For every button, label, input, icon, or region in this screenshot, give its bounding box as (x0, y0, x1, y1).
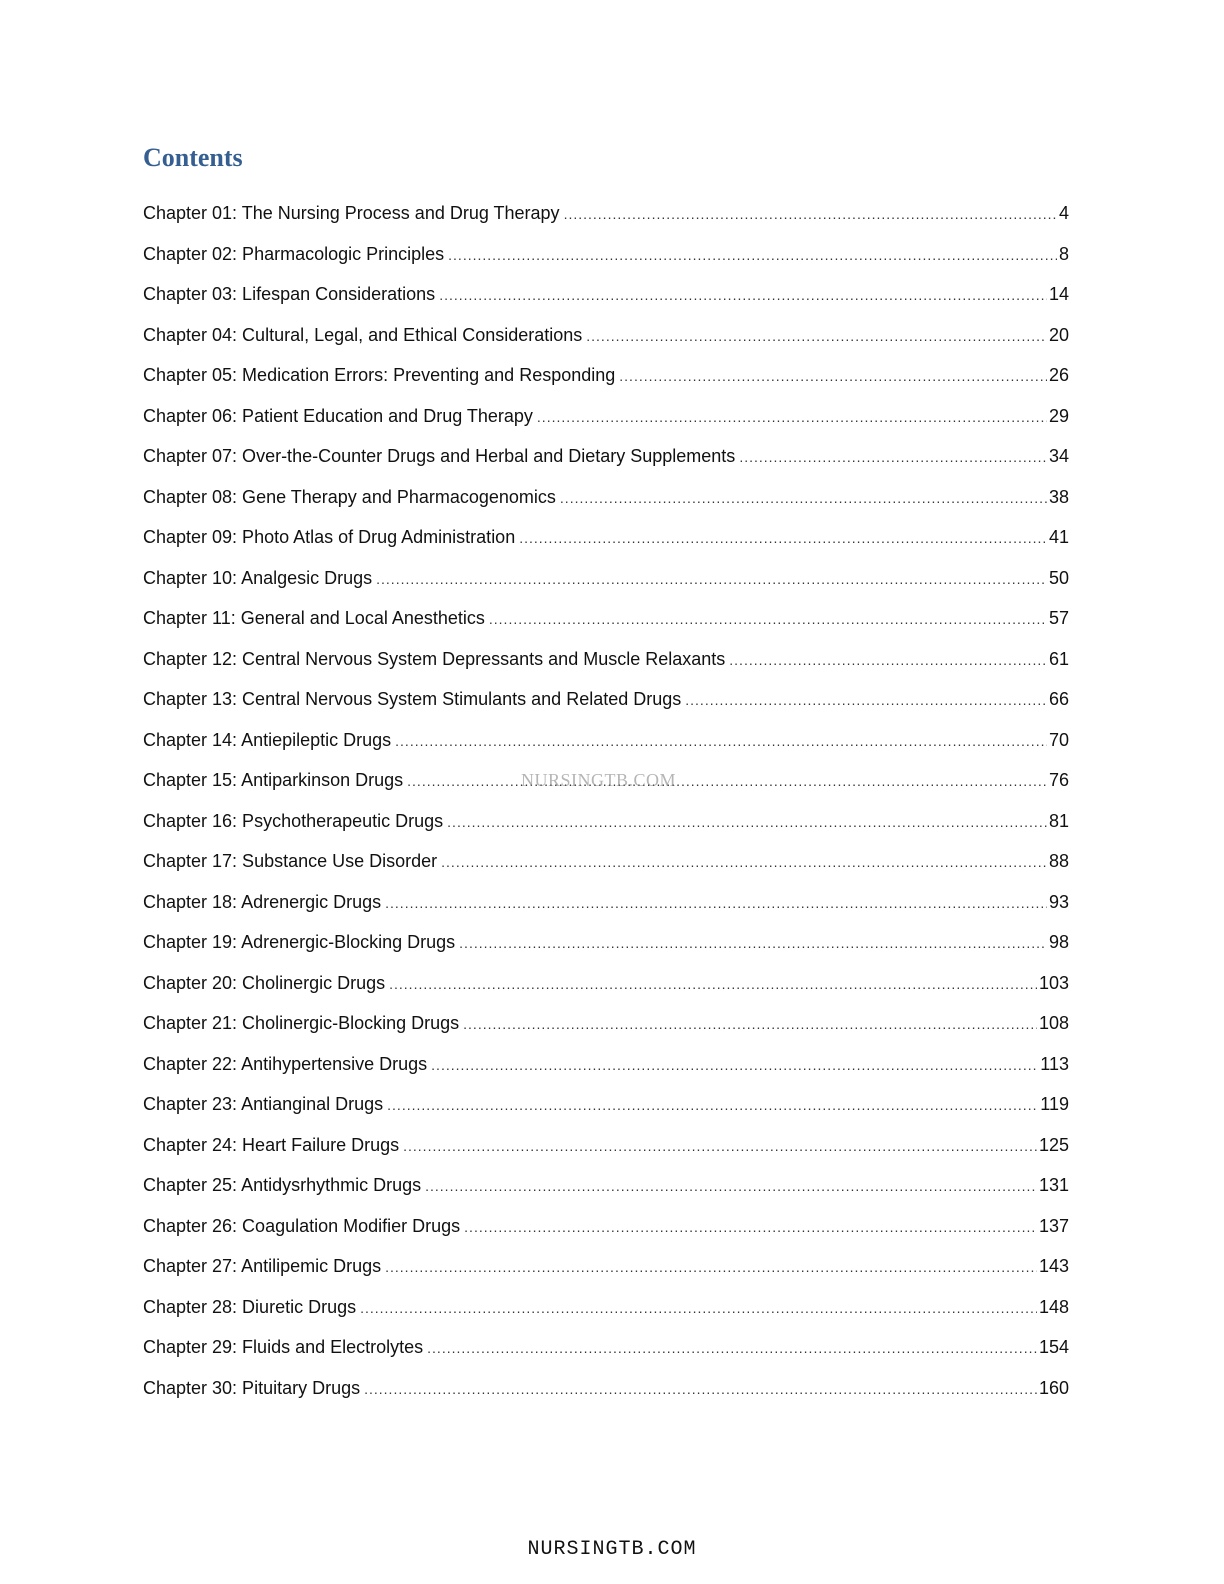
toc-entry-title[interactable]: Chapter 19: Adrenergic-Blocking Drugs (143, 932, 456, 952)
toc-entry-page-number[interactable]: 26 (1048, 365, 1069, 385)
toc-entry[interactable] (143, 682, 1069, 723)
toc-entry-page-number[interactable]: 160 (1038, 1377, 1069, 1398)
toc-entry[interactable] (143, 642, 1069, 683)
toc-entry-page-number[interactable]: 154 (1038, 1337, 1069, 1357)
toc-entry-page-number[interactable]: 88 (1048, 851, 1069, 871)
toc-dot-leader (364, 1372, 1037, 1406)
toc-entry-title[interactable]: Chapter 04: Cultural, Legal, and Ethical Considerations (143, 324, 583, 345)
toc-entry-title[interactable]: Chapter 08: Gene Therapy and Pharmacogenomics (143, 486, 556, 507)
toc-entry-title[interactable]: Chapter 25: Antidysrhythmic Drugs (143, 1175, 422, 1195)
toc-entry-title[interactable]: Chapter 10: Analgesic Drugs (143, 567, 373, 588)
toc-entry[interactable] (143, 723, 1069, 764)
toc-entry-title[interactable]: Chapter 02: Pharmacologic Principles (143, 243, 445, 264)
toc-entry-title[interactable]: Chapter 18: Adrenergic Drugs (143, 891, 382, 912)
toc-dot-leader (360, 1291, 1037, 1325)
toc-entry[interactable] (143, 237, 1069, 278)
toc-entry[interactable] (143, 1087, 1069, 1128)
toc-entry-title[interactable]: Chapter 26: Coagulation Modifier Drugs (143, 1215, 461, 1236)
toc-entry[interactable] (143, 399, 1069, 440)
toc-entry-page-number[interactable]: 57 (1048, 608, 1069, 628)
toc-dot-leader (425, 1169, 1037, 1203)
toc-dot-leader (431, 1048, 1038, 1082)
table-of-contents (143, 196, 1069, 1411)
toc-entry[interactable] (143, 196, 1069, 237)
toc-entry[interactable] (143, 561, 1069, 602)
toc-entry[interactable] (143, 1249, 1069, 1290)
toc-entry[interactable] (143, 1006, 1069, 1047)
toc-entry-page-number[interactable]: 34 (1048, 446, 1069, 466)
toc-entry[interactable] (143, 318, 1069, 359)
toc-entry-page-number[interactable]: 61 (1048, 648, 1069, 669)
toc-entry-page-number[interactable]: 119 (1040, 1094, 1069, 1114)
toc-entry[interactable] (143, 480, 1069, 521)
toc-dot-leader (463, 1007, 1037, 1041)
toc-entry[interactable] (143, 1128, 1069, 1169)
toc-entry[interactable] (143, 1209, 1069, 1250)
toc-dot-leader (385, 1250, 1037, 1284)
toc-entry-page-number[interactable]: 98 (1048, 932, 1069, 952)
toc-dot-leader (685, 683, 1047, 717)
toc-entry[interactable] (143, 804, 1069, 845)
toc-entry-title[interactable]: Chapter 17: Substance Use Disorder (143, 851, 438, 871)
toc-dot-leader (560, 481, 1047, 515)
toc-entry-title[interactable]: Chapter 11: General and Local Anesthetics (143, 608, 485, 628)
toc-entry-page-number[interactable]: 66 (1048, 689, 1069, 709)
toc-entry-page-number[interactable]: 38 (1048, 486, 1069, 507)
toc-entry[interactable] (143, 439, 1069, 480)
toc-entry-page-number[interactable]: 14 (1048, 284, 1069, 304)
toc-entry-page-number[interactable]: 143 (1038, 1256, 1069, 1276)
toc-dot-leader (376, 562, 1047, 596)
toc-entry-title[interactable]: Chapter 28: Diuretic Drugs (143, 1296, 357, 1317)
toc-entry-page-number[interactable]: 50 (1048, 567, 1069, 588)
toc-entry[interactable] (143, 966, 1069, 1007)
toc-entry-title[interactable]: Chapter 15: Antiparkinson Drugs (143, 770, 404, 790)
toc-entry-title[interactable]: Chapter 16: Psychotherapeutic Drugs (143, 810, 444, 831)
watermark-text: NURSINGTB.COM (521, 770, 677, 790)
toc-entry-page-number[interactable]: 70 (1048, 729, 1069, 750)
toc-entry-page-number[interactable]: 108 (1038, 1013, 1069, 1033)
toc-entry-page-number[interactable]: 41 (1048, 527, 1069, 547)
toc-entry-title[interactable]: Chapter 23: Antianginal Drugs (143, 1094, 384, 1114)
toc-dot-leader (439, 278, 1047, 312)
toc-dot-leader (489, 602, 1047, 636)
toc-entry-page-number[interactable]: 125 (1038, 1134, 1069, 1155)
toc-entry-page-number[interactable]: 81 (1048, 810, 1069, 831)
toc-entry-title[interactable]: Chapter 03: Lifespan Considerations (143, 284, 436, 304)
toc-entry-title[interactable]: Chapter 22: Antihypertensive Drugs (143, 1053, 428, 1074)
toc-entry-page-number[interactable]: 137 (1038, 1215, 1069, 1236)
toc-dot-leader (619, 359, 1047, 393)
toc-entry[interactable] (143, 277, 1069, 318)
toc-entry-title[interactable]: Chapter 12: Central Nervous System Depressants and Muscle Relaxants (143, 648, 726, 669)
toc-entry-page-number[interactable]: 93 (1048, 891, 1069, 912)
toc-dot-leader (387, 1088, 1038, 1122)
toc-entry-title[interactable]: Chapter 30: Pituitary Drugs (143, 1377, 361, 1398)
toc-entry-page-number[interactable]: 148 (1038, 1296, 1069, 1317)
toc-entry-page-number[interactable]: 4 (1058, 203, 1069, 223)
toc-entry-page-number[interactable]: 20 (1048, 324, 1069, 345)
toc-entry-title[interactable]: Chapter 27: Antilipemic Drugs (143, 1256, 382, 1276)
toc-entry[interactable] (143, 358, 1069, 399)
toc-entry-title[interactable]: Chapter 05: Medication Errors: Preventing and Responding (143, 365, 616, 385)
toc-entry[interactable] (143, 1047, 1069, 1088)
toc-entry-title[interactable]: Chapter 21: Cholinergic-Blocking Drugs (143, 1013, 460, 1033)
toc-dot-leader (389, 967, 1037, 1001)
toc-dot-leader (586, 319, 1047, 353)
toc-dot-leader (564, 197, 1057, 231)
toc-entry-title[interactable]: Chapter 07: Over-the-Counter Drugs and Herbal and Dietary Supplements (143, 446, 736, 466)
toc-dot-leader (395, 724, 1047, 758)
toc-entry-title[interactable]: Chapter 01: The Nursing Process and Drug Therapy (143, 203, 560, 223)
toc-dot-leader (441, 845, 1047, 879)
toc-entry-title[interactable]: Chapter 24: Heart Failure Drugs (143, 1134, 400, 1155)
toc-dot-leader (403, 1129, 1037, 1163)
toc-entry-page-number[interactable]: 76 (1048, 770, 1069, 790)
contents-heading: Contents (143, 143, 243, 172)
toc-entry[interactable] (143, 885, 1069, 926)
toc-dot-leader (407, 764, 1047, 798)
toc-entry-title[interactable]: Chapter 29: Fluids and Electrolytes (143, 1337, 424, 1357)
toc-entry[interactable] (143, 1371, 1069, 1412)
toc-entry-title[interactable]: Chapter 09: Photo Atlas of Drug Administration (143, 527, 516, 547)
toc-dot-leader (385, 886, 1047, 920)
toc-entry-page-number[interactable]: 113 (1040, 1053, 1069, 1074)
toc-entry-title[interactable]: Chapter 14: Antiepileptic Drugs (143, 729, 392, 750)
toc-entry[interactable] (143, 925, 1069, 966)
toc-dot-leader (537, 400, 1047, 434)
toc-dot-leader (729, 643, 1047, 677)
toc-dot-leader (459, 926, 1047, 960)
toc-entry-page-number[interactable]: 8 (1058, 243, 1069, 264)
toc-entry-page-number[interactable]: 103 (1038, 972, 1069, 993)
toc-entry[interactable] (143, 520, 1069, 561)
toc-dot-leader (464, 1210, 1037, 1244)
toc-entry[interactable] (143, 1290, 1069, 1331)
toc-entry-page-number[interactable]: 131 (1038, 1175, 1069, 1195)
toc-entry-page-number[interactable]: 29 (1048, 405, 1069, 426)
toc-entry-title[interactable]: Chapter 13: Central Nervous System Stimulants and Related Drugs (143, 689, 682, 709)
toc-entry-title[interactable]: Chapter 06: Patient Education and Drug Therapy (143, 405, 533, 426)
toc-dot-leader (519, 521, 1047, 555)
footer-watermark: NURSINGTB.COM (527, 1538, 697, 1561)
toc-dot-leader (447, 805, 1047, 839)
toc-entry-title[interactable]: Chapter 20: Cholinergic Drugs (143, 972, 386, 993)
toc-entry[interactable] (143, 844, 1069, 885)
toc-entry[interactable] (143, 1330, 1069, 1371)
toc-entry[interactable] (143, 1168, 1069, 1209)
toc-dot-leader (448, 238, 1057, 272)
toc-dot-leader (739, 440, 1047, 474)
toc-dot-leader (427, 1331, 1037, 1365)
toc-entry[interactable] (143, 601, 1069, 642)
